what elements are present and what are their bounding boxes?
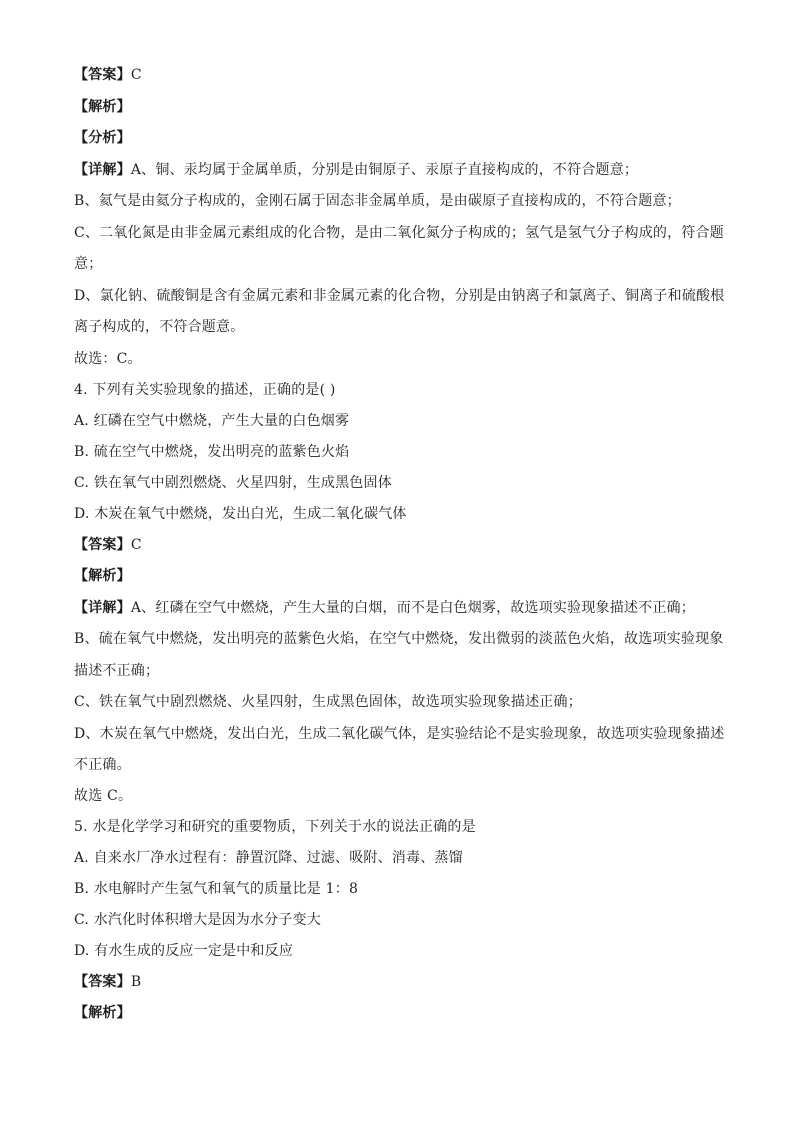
- q5-option-d: D. 有水生成的反应一定是中和反应: [74, 943, 294, 959]
- q4-detail-b1: B、硫在氧气中燃烧，发出明亮的蓝紫色火焰，在空气中燃烧，发出微弱的淡蓝色火焰，故选项实验现象: [74, 631, 724, 647]
- analysis-tag: 【解析】: [74, 568, 131, 584]
- q4-option-a: A. 红磷在空气中燃烧，产生大量的白色烟雾: [74, 413, 350, 429]
- detail-tag: 【详解】: [74, 600, 131, 616]
- q3-detail-b: B、氦气是由氦分子构成的，金刚石属于固态非金属单质，是由碳原子直接构成的，不符合题意；: [74, 193, 681, 209]
- answer-value: C: [130, 67, 142, 83]
- answer-tag: 【答案】: [74, 537, 131, 553]
- q4-option-b: B. 硫在空气中燃烧，发出明亮的蓝紫色火焰: [74, 444, 350, 460]
- analysis-tag: 【解析】: [74, 1005, 131, 1021]
- q4-conclusion: 故选 C。: [74, 788, 133, 804]
- answer-value: B: [130, 974, 142, 990]
- detail-text: A、红磷在空气中燃烧，产生大量的白烟，而不是白色烟雾，故选项实验现象描述不正确；: [130, 600, 695, 616]
- detail-text: A、铜、汞均属于金属单质，分别是由铜原子、汞原子直接构成的，不符合题意；: [130, 162, 639, 178]
- fenxi-tag: 【分析】: [74, 130, 131, 146]
- q4-option-d: D. 木炭在氧气中燃烧，发出白光，生成二氧化碳气体: [74, 506, 407, 522]
- q3-detail-c1: C、二氧化氮是由非金属元素组成的化合物，是由二氧化氮分子构成的；氢气是氢气分子构成的，符合题: [74, 225, 724, 241]
- q3-answer-line: [74, 66, 724, 84]
- answer-value: C: [130, 537, 142, 553]
- q4-answer-line: [74, 536, 724, 554]
- q4-detail-b2: 描述不正确；: [74, 663, 160, 679]
- q4-option-c: C. 铁在氧气中剧烈燃烧、火星四射，生成黑色固体: [74, 475, 392, 491]
- q4-detail-c: C、铁在氧气中剧烈燃烧、火星四射，生成黑色固体，故选项实验现象描述正确；: [74, 694, 582, 710]
- q3-detail-a: [74, 161, 724, 179]
- q3-conclusion: 故选：C。: [74, 351, 142, 367]
- q5-analysis-line: [74, 1004, 724, 1022]
- q5-answer-line: [74, 973, 724, 991]
- q5-option-a: A. 自来水厂净水过程有：静置沉降、过滤、吸附、消毒、蒸馏: [74, 850, 463, 866]
- q3-detail-c2: 意；: [74, 256, 103, 272]
- q3-fenxi-line: [74, 129, 724, 147]
- q4-stem: 4. 下列有关实验现象的描述，正确的是( ): [74, 382, 336, 398]
- q3-analysis-line: [74, 98, 724, 116]
- answer-tag: 【答案】: [74, 974, 131, 990]
- q3-detail-d2: 离子构成的，不符合题意。: [74, 319, 245, 335]
- analysis-tag: 【解析】: [74, 99, 131, 115]
- q4-detail-d2: 不正确。: [74, 757, 131, 773]
- q4-detail-d1: D、木炭在氧气中燃烧，发出白光，生成二氧化碳气体，是实验结论不是实验现象，故选项实验现象描述: [74, 726, 725, 742]
- q3-detail-d1: D、氯化钠、硫酸铜是含有金属元素和非金属元素的化合物，分别是由钠离子和氯离子、铜离子和硫酸根: [74, 288, 725, 304]
- answer-tag: 【答案】: [74, 67, 131, 83]
- q5-stem: 5. 水是化学学习和研究的重要物质，下列关于水的说法正确的是: [74, 819, 476, 835]
- q5-option-c: C. 水汽化时体积增大是因为水分子变大: [74, 912, 321, 928]
- q5-option-b: B. 水电解时产生氢气和氧气的质量比是 1：8: [74, 881, 359, 897]
- detail-tag: 【详解】: [74, 162, 131, 178]
- q4-analysis-line: [74, 567, 724, 585]
- q4-detail-a: [74, 599, 724, 617]
